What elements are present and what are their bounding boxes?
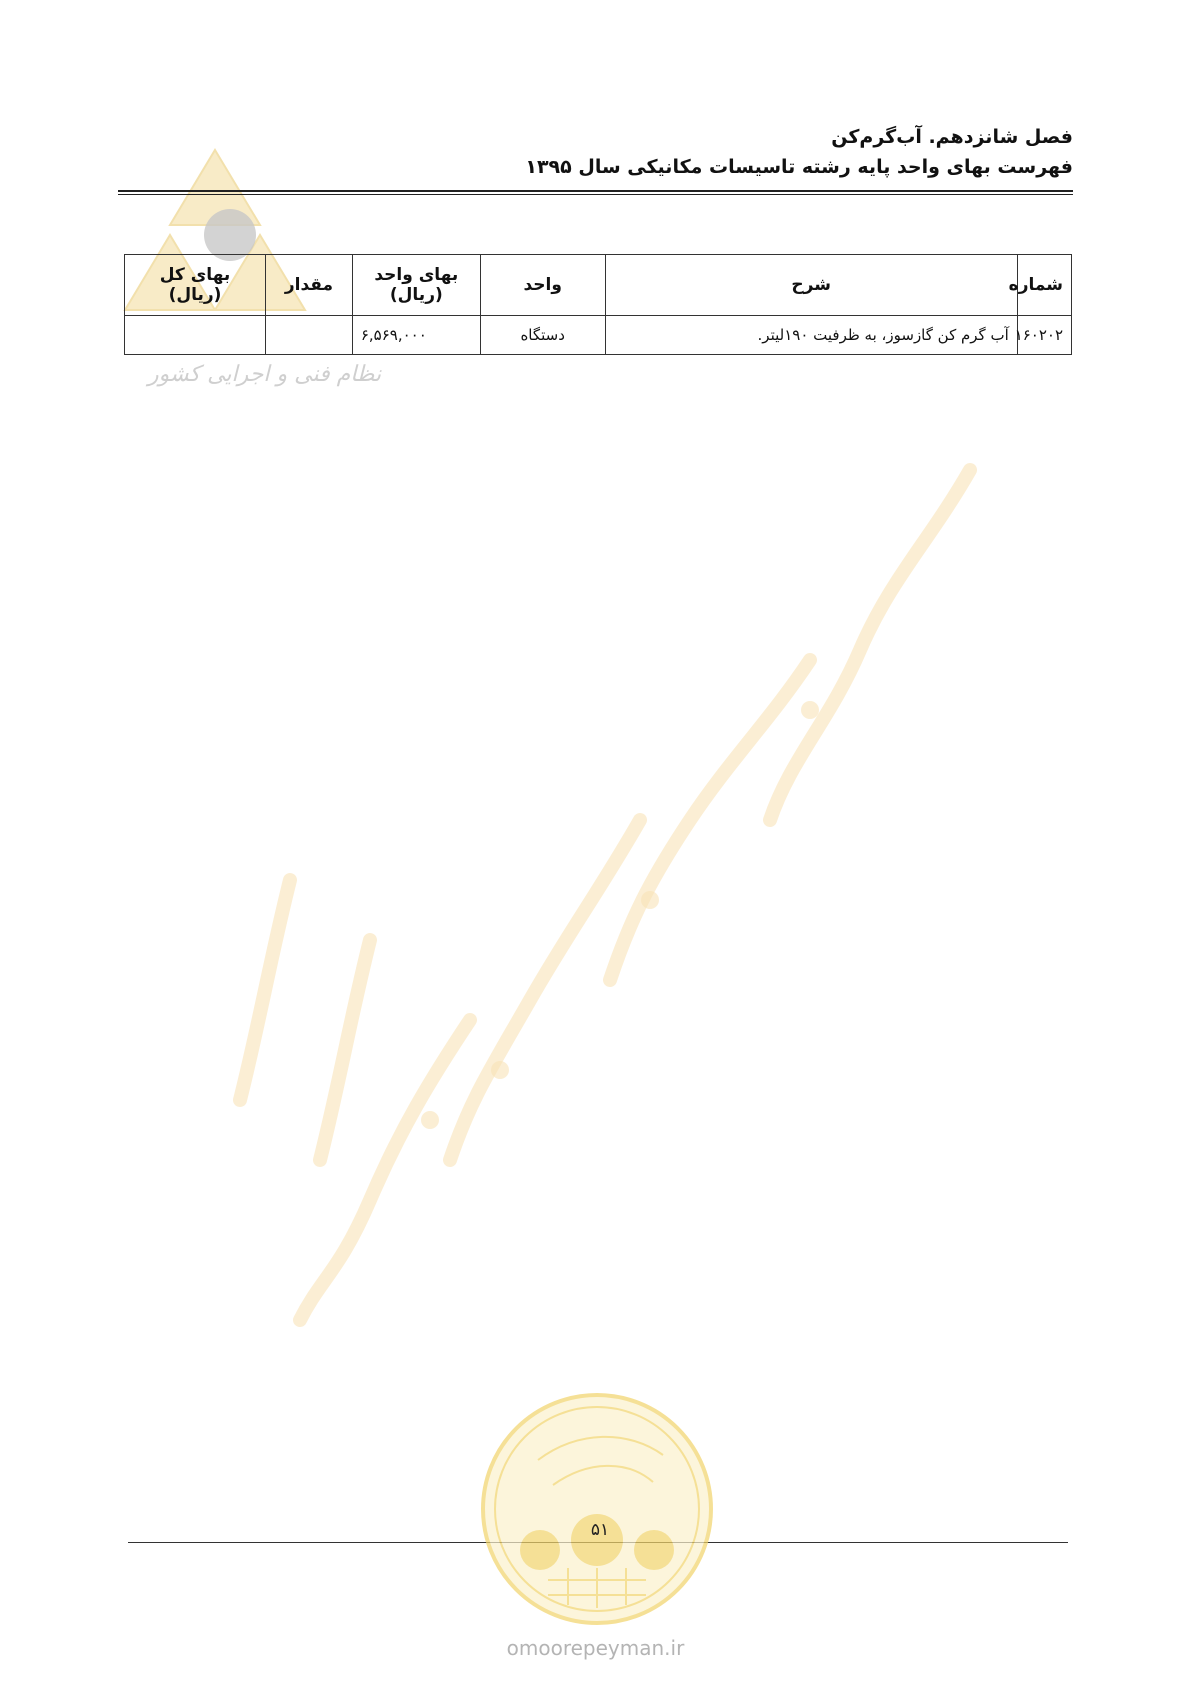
page-header bbox=[113, 122, 1073, 182]
column-header-quantity: مقدار bbox=[266, 255, 353, 316]
item-unit: دستگاه bbox=[480, 316, 605, 355]
header-divider bbox=[118, 190, 1073, 192]
item-description: آب گرم کن گازسوز، به ظرفیت ۱۹۰لیتر. bbox=[605, 316, 1017, 355]
item-code: ۱۶۰۲۰۲ bbox=[1017, 316, 1071, 355]
table-row bbox=[125, 316, 1072, 355]
chapter-title: فصل شانزدهم. آب‌گرم‌کن bbox=[831, 126, 1073, 148]
column-header-unit: واحد bbox=[480, 255, 605, 316]
calligraphy-watermark bbox=[170, 460, 1070, 1340]
price-list-table bbox=[124, 254, 1072, 355]
logo-watermark-caption: نظام فنی و اجرایی کشور bbox=[148, 362, 382, 387]
item-quantity bbox=[266, 316, 353, 355]
list-title: فهرست بهای واحد پایه رشته تاسیسات مکانیکی سال ۱۳۹۵ bbox=[525, 156, 1073, 178]
item-unit-price: ۶,۵۶۹,۰۰۰ bbox=[352, 316, 480, 355]
page-number: ۵۱ bbox=[590, 1520, 610, 1540]
column-header-description: شرح bbox=[605, 255, 1017, 316]
column-header-total-price: بهای کل (ریال) bbox=[125, 255, 266, 316]
header-divider-thin bbox=[118, 194, 1073, 195]
seal-watermark bbox=[478, 1390, 716, 1628]
column-header-unit-price: بهای واحد (ریال) bbox=[352, 255, 480, 316]
column-header-code: شماره bbox=[1017, 255, 1071, 316]
item-total-price bbox=[125, 316, 266, 355]
website-watermark: omoorepeyman.ir bbox=[506, 1636, 685, 1660]
table-header-row bbox=[125, 255, 1072, 316]
